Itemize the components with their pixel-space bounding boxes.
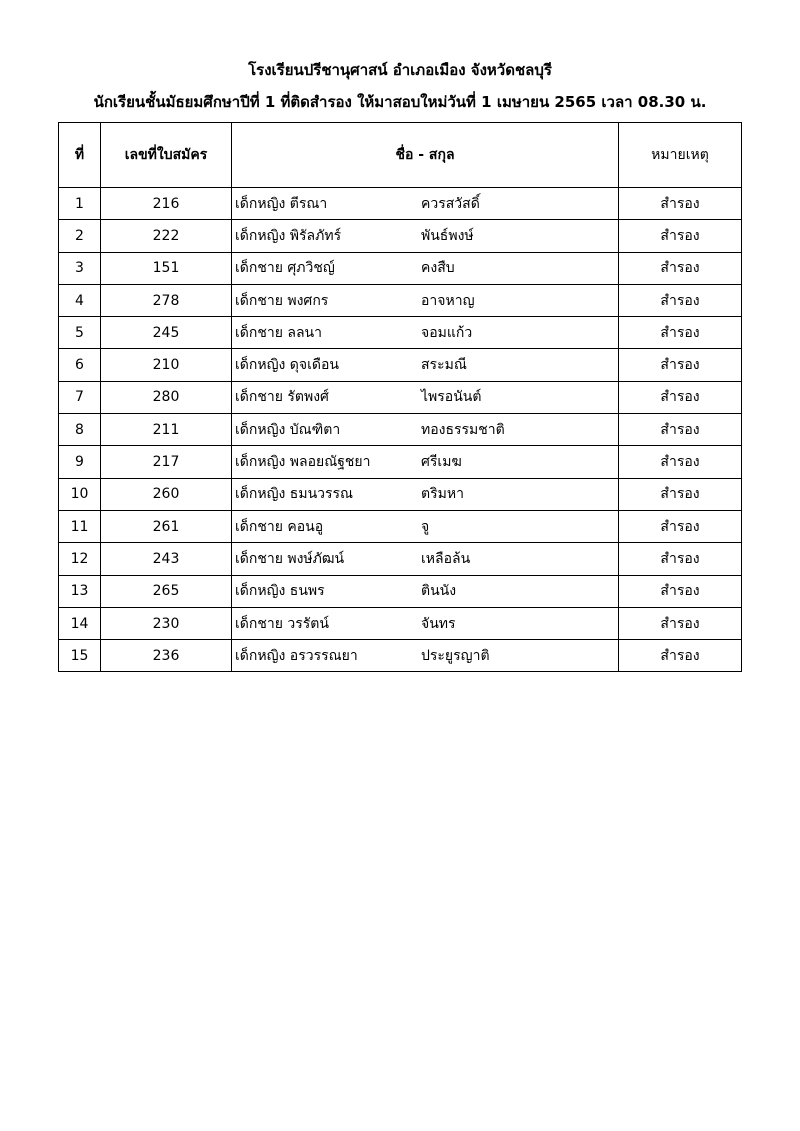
student-name-cell (232, 543, 619, 575)
student-last-name: ทองธรรมชาติ (421, 421, 505, 438)
table-header-row (59, 123, 742, 188)
application-number: 210 (101, 349, 232, 381)
row-number: 2 (59, 220, 101, 252)
student-name-cell (232, 640, 619, 672)
application-number: 151 (101, 252, 232, 284)
remark: สำรอง (619, 478, 742, 510)
student-first-name: เด็กหญิง พลอยณัฐชยา (235, 454, 371, 471)
student-last-name: อาจหาญ (421, 292, 475, 309)
remark: สำรอง (619, 446, 742, 478)
header-name: ชื่อ - สกุล (232, 123, 619, 188)
student-first-name: เด็กชาย รัตพงศ์ (235, 389, 329, 406)
application-number: 217 (101, 446, 232, 478)
application-number: 261 (101, 510, 232, 542)
remark: สำรอง (619, 543, 742, 575)
student-last-name: ประยูรญาติ (421, 647, 490, 664)
row-number: 12 (59, 543, 101, 575)
student-last-name: ตินนัง (421, 583, 457, 600)
student-last-name: พันธ์พงษ์ (421, 227, 474, 244)
header-application-no: เลขที่ใบสมัคร (101, 123, 232, 188)
table-row (59, 607, 742, 639)
application-number: 278 (101, 284, 232, 316)
row-number: 4 (59, 284, 101, 316)
table-row (59, 575, 742, 607)
student-name-cell (232, 381, 619, 413)
row-number: 13 (59, 575, 101, 607)
student-last-name: คงสืบ (421, 260, 455, 277)
application-number: 265 (101, 575, 232, 607)
remark: สำรอง (619, 188, 742, 220)
table-row (59, 446, 742, 478)
student-name-cell (232, 478, 619, 510)
student-last-name: จันทร (421, 615, 456, 632)
student-last-name: ควรสวัสดิ์ (421, 195, 480, 212)
application-number: 260 (101, 478, 232, 510)
row-number: 8 (59, 414, 101, 446)
table-row (59, 317, 742, 349)
application-number: 245 (101, 317, 232, 349)
student-first-name: เด็กหญิง ธมนวรรณ (235, 486, 354, 503)
header-remark: หมายเหตุ (619, 123, 742, 188)
student-name-cell (232, 607, 619, 639)
student-name-cell (232, 220, 619, 252)
row-number: 10 (59, 478, 101, 510)
student-name-cell (232, 317, 619, 349)
student-name-cell (232, 349, 619, 381)
remark: สำรอง (619, 607, 742, 639)
table-row (59, 414, 742, 446)
student-last-name: สระมณี (421, 357, 467, 374)
application-number: 216 (101, 188, 232, 220)
student-last-name: ศรีเมฆ (421, 454, 462, 471)
table-row (59, 510, 742, 542)
student-last-name: ไพรอนันต์ (421, 389, 482, 406)
student-name-cell (232, 414, 619, 446)
student-last-name: เหลือล้น (421, 550, 471, 567)
table-row (59, 640, 742, 672)
student-first-name: เด็กหญิง บัณฑิตา (235, 421, 341, 438)
student-first-name: เด็กชาย วรรัตน์ (235, 615, 329, 632)
student-first-name: เด็กชาย ลลนา (235, 324, 322, 341)
remark: สำรอง (619, 284, 742, 316)
student-last-name: จู (421, 518, 430, 535)
student-first-name: เด็กชาย พงศกร (235, 292, 329, 309)
student-first-name: เด็กชาย พงษ์ภัฒน์ (235, 550, 345, 567)
remark: สำรอง (619, 510, 742, 542)
remark: สำรอง (619, 414, 742, 446)
remark: สำรอง (619, 252, 742, 284)
table-row (59, 220, 742, 252)
row-number: 7 (59, 381, 101, 413)
remark: สำรอง (619, 640, 742, 672)
school-title: โรงเรียนปรีชานุศาสน์ อำเภอเมือง จังหวัดชลบุรี (248, 61, 552, 79)
table-row (59, 252, 742, 284)
student-name-cell (232, 284, 619, 316)
student-name-cell (232, 575, 619, 607)
row-number: 14 (59, 607, 101, 639)
student-first-name: เด็กหญิง พิรัลภัทร์ (235, 227, 342, 244)
application-number: 236 (101, 640, 232, 672)
remark: สำรอง (619, 381, 742, 413)
table-body (59, 188, 742, 672)
row-number: 11 (59, 510, 101, 542)
application-number: 280 (101, 381, 232, 413)
student-name-cell (232, 252, 619, 284)
table-row (59, 478, 742, 510)
reserve-student-table (58, 122, 742, 672)
table-row (59, 543, 742, 575)
row-number: 9 (59, 446, 101, 478)
table-row (59, 349, 742, 381)
remark: สำรอง (619, 317, 742, 349)
application-number: 222 (101, 220, 232, 252)
table-row (59, 381, 742, 413)
row-number: 6 (59, 349, 101, 381)
student-name-cell (232, 188, 619, 220)
student-name-cell (232, 510, 619, 542)
row-number: 1 (59, 188, 101, 220)
student-name-cell (232, 446, 619, 478)
row-number: 15 (59, 640, 101, 672)
student-last-name: จอมแก้ว (421, 324, 473, 341)
application-number: 211 (101, 414, 232, 446)
table-row (59, 188, 742, 220)
student-first-name: เด็กชาย คอนอู (235, 518, 324, 535)
student-first-name: เด็กหญิง ธนพร (235, 583, 325, 600)
header-no: ที่ (59, 123, 101, 188)
application-number: 243 (101, 543, 232, 575)
student-last-name: ตริมหา (421, 486, 464, 503)
student-first-name: เด็กหญิง ตีรณา (235, 195, 328, 212)
student-first-name: เด็กหญิง ดุจเดือน (235, 357, 339, 374)
remark: สำรอง (619, 349, 742, 381)
notice-title: นักเรียนชั้นมัธยมศึกษาปีที่ 1 ที่ติดสำรอง ให้มาสอบใหม่วันที่ 1 เมษายน 2565 เวลา 08.30 น. (93, 93, 707, 111)
student-first-name: เด็กชาย ศุภวิชญ์ (235, 260, 335, 277)
application-number: 230 (101, 607, 232, 639)
remark: สำรอง (619, 220, 742, 252)
row-number: 3 (59, 252, 101, 284)
student-first-name: เด็กหญิง อรวรรณยา (235, 647, 358, 664)
table-row (59, 284, 742, 316)
remark: สำรอง (619, 575, 742, 607)
row-number: 5 (59, 317, 101, 349)
